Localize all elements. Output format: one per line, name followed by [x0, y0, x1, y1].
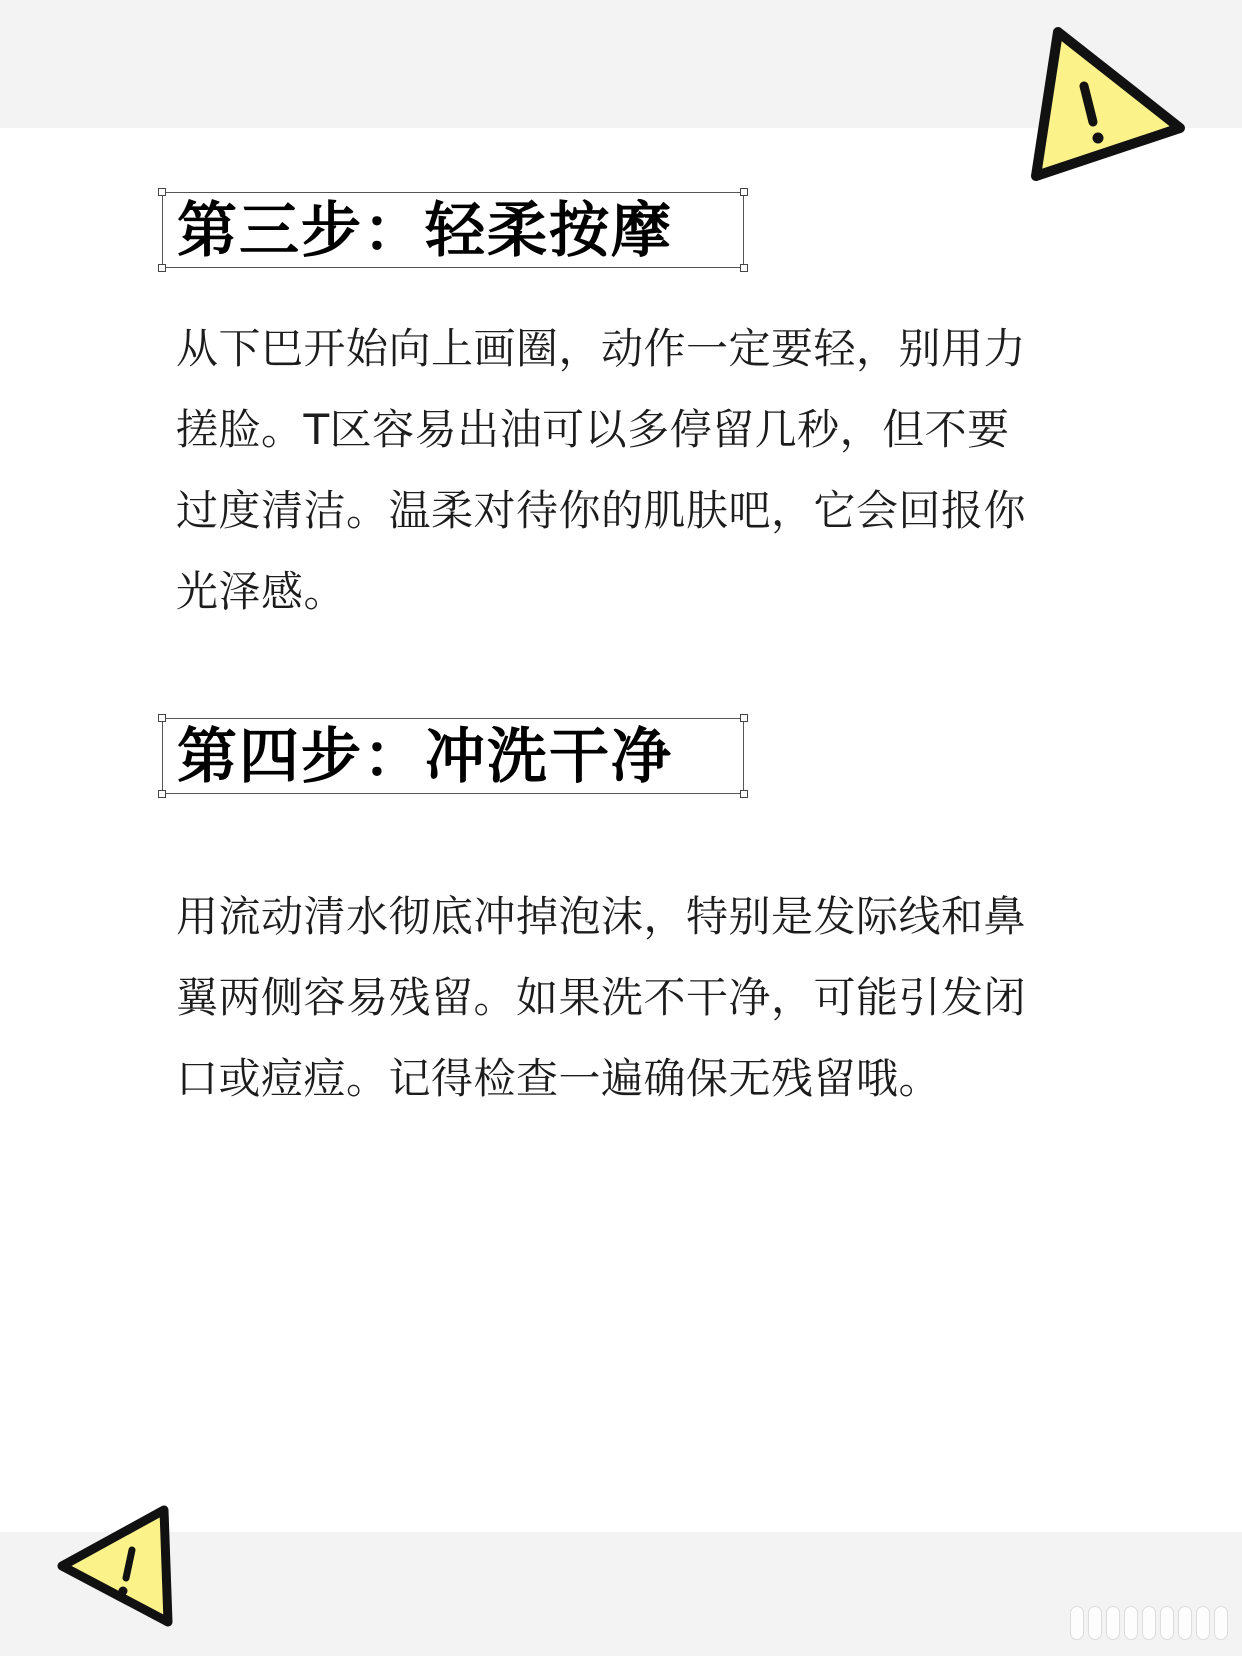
- section3-heading: 第三步：轻柔按摩: [177, 196, 673, 266]
- paragraph-line: 口或痘痘。记得检查一遍确保无残留哦。: [176, 1054, 942, 1103]
- selection-handle: [740, 188, 748, 196]
- warning-icon: [52, 1500, 182, 1630]
- paragraph-line: 从下巴开始向上画圈，动作一定要轻，别用力: [176, 324, 1027, 373]
- bottom-band: [0, 1532, 1242, 1656]
- section4-heading-box: [162, 718, 744, 794]
- section3-heading-box: [162, 192, 744, 268]
- page-dot: [1088, 1606, 1102, 1640]
- selection-handle: [740, 264, 748, 272]
- page-dot: [1142, 1606, 1156, 1640]
- paragraph-line: 翼两侧容易残留。如果洗不干净，可能引发闭: [176, 973, 1027, 1022]
- paragraph-line: 光泽感。: [176, 567, 347, 616]
- page-dot: [1178, 1606, 1192, 1640]
- page-indicator: [1070, 1606, 1228, 1640]
- section3-paragraph: [176, 308, 1076, 632]
- paragraph-line: 搓脸。T区容易出油可以多停留几秒，但不要: [176, 405, 1010, 454]
- selection-handle: [158, 714, 166, 722]
- paragraph-line: 过度清洁。温柔对待你的肌肤吧，它会回报你: [176, 486, 1027, 535]
- selection-handle: [158, 188, 166, 196]
- page-dot: [1160, 1606, 1174, 1640]
- section4-paragraph: [176, 876, 1076, 1119]
- page-dot: [1196, 1606, 1210, 1640]
- selection-handle: [740, 714, 748, 722]
- page-dot: [1214, 1606, 1228, 1640]
- selection-handle: [158, 790, 166, 798]
- warning-icon: [1022, 18, 1192, 188]
- selection-handle: [740, 790, 748, 798]
- selection-handle: [158, 264, 166, 272]
- paragraph-line: 用流动清水彻底冲掉泡沫，特别是发际线和鼻: [176, 892, 1027, 941]
- section4-heading: 第四步：冲洗干净: [177, 722, 673, 792]
- page-dot: [1070, 1606, 1084, 1640]
- page-dot: [1106, 1606, 1120, 1640]
- page-dot: [1124, 1606, 1138, 1640]
